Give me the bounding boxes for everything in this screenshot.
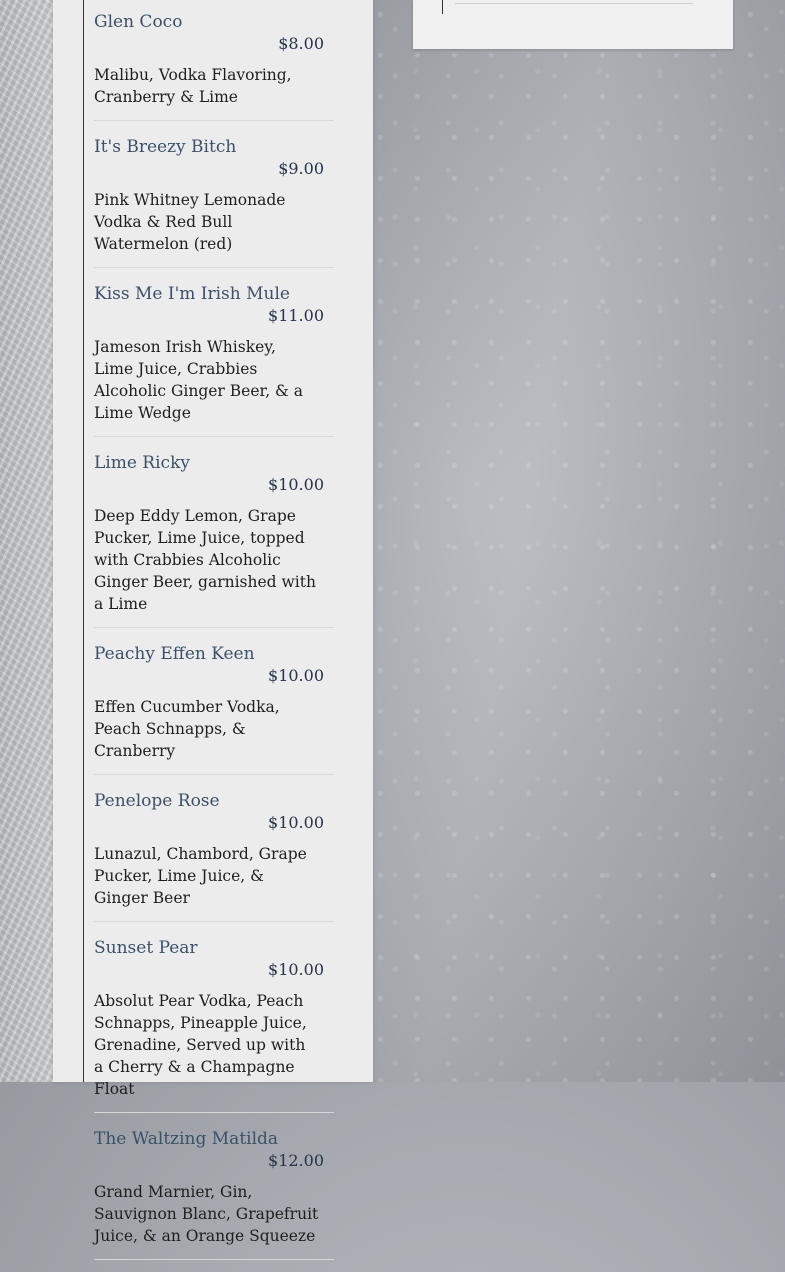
menu-item-price: $8.00 [278, 34, 324, 53]
menu-item-description: Jameson Irish Whiskey, Lime Juice, Crabbies Alcoholic Ginger Beer, & a Lime Wedge [94, 338, 304, 422]
menu-item-its-breezy-bitch [94, 133, 334, 268]
menu-item-description: Deep Eddy Lemon, Grape Pucker, Lime Juice, topped with Crabbies Alcoholic Ginger Beer, garnished with a Lime [94, 507, 316, 613]
menu-item-name: Peachy Effen Keen [94, 644, 255, 664]
menu-panel [53, 0, 373, 1245]
background-texture-right [373, 0, 785, 1082]
menu-list [94, 0, 334, 1272]
menu-column [83, 0, 374, 1245]
menu-item-peachy-effen-keen [94, 640, 334, 775]
menu-item-name: Glen Coco [94, 12, 183, 32]
menu-item-waltzing-matilda [94, 1125, 334, 1260]
menu-item-name: The Waltzing Matilda [94, 1129, 279, 1149]
menu-item-description: Pink Whitney Lemonade Vodka & Red Bull Watermelon (red) [94, 191, 286, 253]
menu-item-price: $10.00 [268, 960, 324, 979]
side-panel [413, 0, 733, 49]
menu-item-description: Absolut Pear Vodka, Peach Schnapps, Pineapple Juice, Grenadine, Served up with a Cherry & a Champagne Float [94, 992, 307, 1098]
menu-item-price: $10.00 [268, 813, 324, 832]
menu-item-name: It's Breezy Bitch [94, 137, 237, 157]
menu-item-price: $9.00 [278, 159, 324, 178]
menu-item-price: $11.00 [268, 306, 324, 325]
menu-item-description: Malibu, Vodka Flavoring, Cranberry & Lime [94, 66, 292, 106]
menu-item-description: Effen Cucumber Vodka, Peach Schnapps, & Cranberry [94, 698, 280, 760]
background-texture-left [0, 0, 60, 1082]
menu-item-lime-ricky [94, 449, 334, 628]
menu-item-name: Penelope Rose [94, 791, 220, 811]
menu-item-glen-coco [94, 0, 334, 121]
side-panel-rule [455, 3, 693, 4]
menu-item-description: Lunazul, Chambord, Grape Pucker, Lime Juice, & Ginger Beer [94, 845, 307, 907]
menu-item-price: $12.00 [268, 1151, 324, 1170]
menu-item-name: Kiss Me I'm Irish Mule [94, 284, 290, 304]
menu-item-sunset-pear [94, 934, 334, 1113]
menu-item-penelope-rose [94, 787, 334, 922]
menu-item-description: Grand Marnier, Gin, Sauvignon Blanc, Grapefruit Juice, & an Orange Squeeze [94, 1183, 319, 1245]
menu-item-price: $10.00 [268, 475, 324, 494]
menu-item-price: $10.00 [268, 666, 324, 685]
menu-item-kiss-me-irish-mule [94, 280, 334, 437]
menu-item-name: Sunset Pear [94, 938, 198, 958]
side-panel-divider [442, 0, 443, 14]
menu-item-name: Lime Ricky [94, 453, 190, 473]
